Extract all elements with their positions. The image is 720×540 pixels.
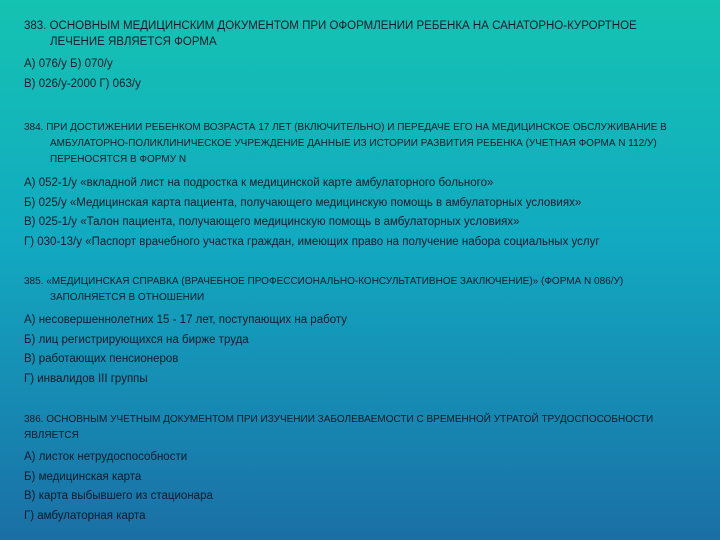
answer-option: Г) амбулаторная карта	[24, 509, 146, 522]
question-383	[24, 18, 702, 94]
question-title	[24, 412, 702, 444]
question-title-line: ЗАПОЛНЯЕТСЯ В ОТНОШЕНИИ	[50, 292, 205, 303]
answer-option: А) 052-1/у «вкладной лист на подростка к медицинской карте амбулаторного больного»	[24, 177, 494, 189]
question-title-line: ЯВЛЯЕТСЯ	[24, 430, 79, 441]
question-title-line: ПЕРЕНОСЯТСЯ В ФОРМУ N	[50, 154, 187, 165]
answer-option: А) 076/у Б) 070/у	[24, 58, 113, 70]
question-384	[24, 120, 702, 252]
question-title-line: 385. «МЕДИЦИНСКАЯ СПРАВКА (ВРАЧЕБНОЕ ПРОФЕССИОНАЛЬНО-КОНСУЛЬТАТИВНОЕ ЗАКЛЮЧЕНИЕ)» (ФОРМА N 086/У)	[24, 276, 624, 287]
answer-option: В) карта выбывшего из стационара	[24, 490, 213, 502]
question-title-line: 384. ПРИ ДОСТИЖЕНИИ РЕБЕНКОМ ВОЗРАСТА 17 ЛЕТ (ВКЛЮЧИТЕЛЬНО) И ПЕРЕДАЧЕ ЕГО НА МЕДИЦИНСКОЕ ОБСЛУЖИВАНИЕ В	[24, 122, 667, 133]
answer-option: Б) медицинская карта	[24, 470, 142, 483]
question-title-line: АМБУЛАТОРНО-ПОЛИКЛИНИЧЕСКОЕ УЧРЕЖДЕНИЕ ДАННЫЕ ИЗ ИСТОРИИ РАЗВИТИЯ РЕБЕНКА (УЧЕТНАЯ ФОРМА N 112/У)	[50, 138, 657, 149]
question-title	[24, 120, 702, 168]
question-title-line: ЛЕЧЕНИЕ ЯВЛЯЕТСЯ ФОРМА	[50, 36, 217, 48]
answer-option: В) 026/у-2000 Г) 063/у	[24, 77, 141, 90]
question-title	[24, 274, 702, 306]
answer-option: Г) инвалидов III группы	[24, 372, 148, 385]
answer-option: Б) лиц регистрирующихся на бирже труда	[24, 333, 249, 346]
question-385	[24, 274, 702, 389]
answer-option: А) несовершеннолетних 15 - 17 лет, поступающих на работу	[24, 314, 347, 326]
answer-option: Г) 030-13/у «Паспорт врачебного участка граждан, имеющих право на получение набора социальных услуг	[24, 235, 600, 248]
question-386	[24, 412, 702, 526]
question-title	[24, 18, 702, 50]
question-title-line: 386. ОСНОВНЫМ УЧЕТНЫМ ДОКУМЕНТОМ ПРИ ИЗУЧЕНИИ ЗАБОЛЕВАЕМОСТИ С ВРЕМЕННОЙ УТРАТОЙ ТРУДОСПОСОБНОСТИ	[24, 414, 654, 425]
answer-option: Б) 025/у «Медицинская карта пациента, получающего медицинскую помощь в амбулаторных условиях»	[24, 196, 582, 209]
answer-option: В) работающих пенсионеров	[24, 353, 179, 365]
answer-option: В) 025-1/у «Талон пациента, получающего медицинскую помощь в амбулаторных условиях»	[24, 216, 520, 228]
question-title-line: 383. ОСНОВНЫМ МЕДИЦИНСКИМ ДОКУМЕНТОМ ПРИ ОФОРМЛЕНИИ РЕБЕНКА НА САНАТОРНО-КУРОРТНОЕ	[24, 20, 637, 32]
answer-option: А) листок нетрудоспособности	[24, 451, 188, 463]
